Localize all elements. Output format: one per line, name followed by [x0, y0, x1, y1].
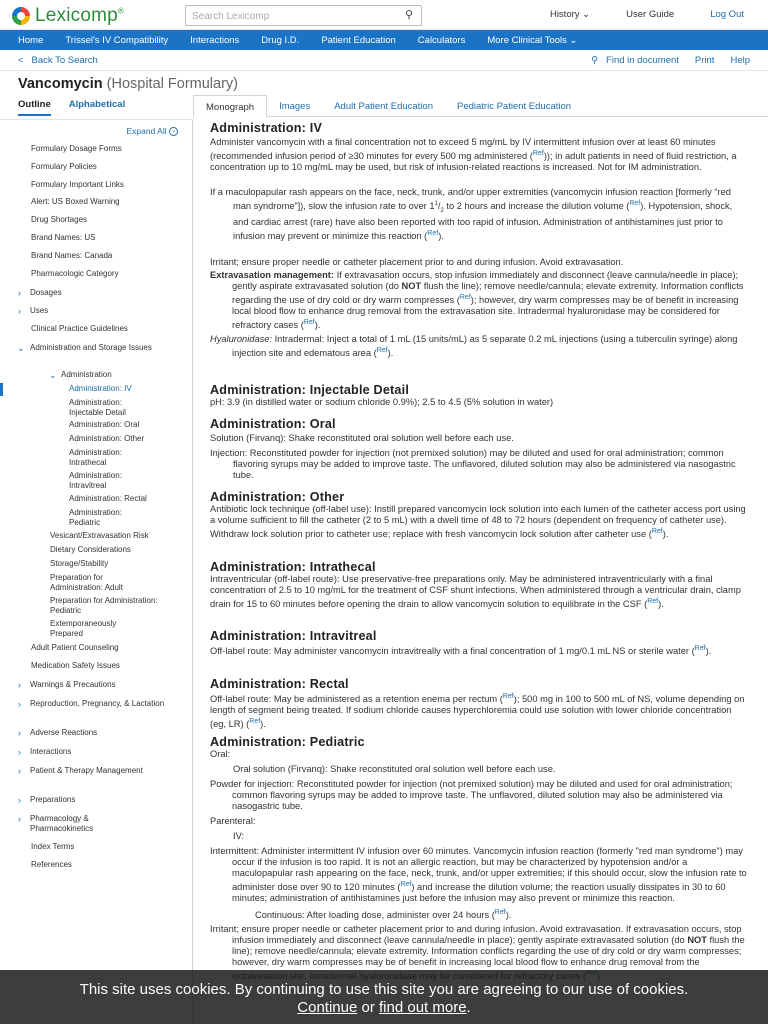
user-guide-link[interactable]: User Guide: [626, 9, 675, 20]
sidebar-item-interactions[interactable]: › Interactions: [18, 747, 72, 757]
nav-patient-education[interactable]: Patient Education: [321, 34, 396, 46]
chevron-left-icon: <: [18, 55, 24, 66]
chevron-right-icon: ›: [18, 306, 21, 316]
chevron-right-icon: ›: [18, 728, 21, 738]
chevron-right-icon: ›: [18, 814, 21, 824]
sidebar-item-pharmacology[interactable]: › Pharmacology & Pharmacokinetics: [18, 814, 94, 833]
section-administration-other: [210, 490, 750, 540]
sidebar-item-drug-shortages[interactable]: Drug Shortages: [31, 215, 88, 224]
chevron-down-icon: ⌄: [17, 343, 25, 353]
back-to-search-link[interactable]: < Back To Search: [18, 55, 98, 66]
expand-circle-icon: ⌄: [170, 128, 177, 135]
ref-link[interactable]: Ref: [459, 294, 471, 302]
tab-monograph[interactable]: Monograph: [193, 95, 267, 118]
ref-link[interactable]: Ref: [494, 909, 506, 917]
sidebar-item-administration-oral[interactable]: Administration: Oral: [69, 420, 140, 429]
sidebar-item-index-terms[interactable]: Index Terms: [31, 842, 75, 851]
paragraph: Injection: Reconstituted powder for injection (not premixed solution) may be diluted and used for oral administration; common flavoring syrups may be added to improve taste. The unflavored, diluted solution may also be administered via nasogastric tube.: [210, 448, 736, 480]
section-administration-iv: [210, 121, 750, 359]
paragraph: Continuous: After loading dose, administer over 24 hours ($^{Ref}$).: [255, 909, 512, 921]
tab-adult-patient-education[interactable]: Adult Patient Education: [334, 101, 433, 112]
history-menu[interactable]: History ⌄: [549, 9, 591, 20]
sidebar-item-formulary-policies[interactable]: Formulary Policies: [31, 162, 97, 171]
ref-link[interactable]: Ref: [629, 200, 641, 208]
chevron-down-icon: ⌄: [49, 370, 57, 380]
nav-more-clinical-tools[interactable]: More Clinical Tools ⌄: [487, 34, 578, 46]
section-heading: Administration: Intrathecal: [210, 560, 376, 574]
find-in-document-link[interactable]: ⚲ Find in document: [591, 55, 679, 66]
sidebar-item-administration-intravitreal[interactable]: Administration: Intravitreal: [69, 471, 122, 490]
paragraph: Oral:: [210, 749, 231, 759]
sidebar-item-administration-intrathecal[interactable]: Administration: Intrathecal: [69, 448, 122, 467]
chevron-right-icon: ›: [18, 288, 21, 298]
tab-alphabetical[interactable]: Alphabetical: [68, 99, 126, 110]
logo-text: Lexicomp®: [35, 5, 125, 26]
sidebar-item-reproduction-pregnancy[interactable]: › Reproduction, Pregnancy, & Lactation: [18, 699, 165, 709]
nav-home[interactable]: Home: [18, 34, 44, 46]
paragraph: Parenteral:: [210, 816, 256, 826]
sidebar-item-formulary-dosage-forms[interactable]: Formulary Dosage Forms: [31, 144, 122, 153]
page-title: [18, 76, 238, 92]
paragraph: Irritant; ensure proper needle or catheter placement prior to and during infusion. Avoid extravasation.: [210, 257, 624, 268]
paragraph: Intraventricular (off-label route): Use preservative-free preparations only. May be administered intraventricularly with a final concentration of 2.5 to 10 mg/mL for the treatment of CSF shunt infections. When administered through a ventricular drain, clamp drain for 15 to 60 minutes before opening the drain to allow vancomycin solution to equilibrate in the CSF ($^{Ref}$).: [210, 574, 741, 610]
sidebar-item-brand-names-us[interactable]: Brand Names: US: [31, 233, 96, 242]
expand-all-button[interactable]: Expand All ⌄: [126, 126, 177, 136]
nav-interactions[interactable]: Interactions: [190, 34, 240, 46]
cookie-find-out-more-link[interactable]: find out more: [379, 999, 467, 1016]
paragraph: If a maculopapular rash appears on the face, neck, trunk, and/or upper extremities (vancomycin infusion reaction [formerly “red man syndrome”]), slow the infusion rate to over $1^1/_2$ to 2 hours and increase the dilution volume ($^{Ref}$). Hypotension, shock, and cardiac arrest (rare) have also been reported with too rapid of infusion. Administration of antihistamines just prior to infusion may prevent or minimize this reaction ($^{Ref}$).: [210, 187, 733, 242]
ref-link[interactable]: Ref: [647, 598, 659, 605]
sidebar-item-clinical-practice-guidelines[interactable]: Clinical Practice Guidelines: [31, 324, 128, 333]
help-link[interactable]: Help: [730, 55, 750, 66]
section-heading: Administration: Other: [210, 490, 345, 504]
sidebar-item-references[interactable]: References: [31, 860, 72, 869]
ref-link[interactable]: Ref: [376, 347, 388, 355]
paragraph: Administer vancomycin with a final concentration not to exceed 5 mg/mL by IV intermittent infusion over at least 60 minutes (recommended infusion period of ≥30 minutes for every 500 mg administered ($^{Ref}$)); in adult patients in need of fluid restriction, a concentration up to 10 mg/mL may be used, but risk of infusion-related reactions is increased. Not for IM administration.: [210, 137, 737, 173]
paragraph: Irritant; ensure proper needle or catheter placement prior to and during infusion. Avoid extravasation. If extravasation occurs, stop infusion immediately and disconnect (leave cannula/needle in place); gently aspirate extravasated solution (do NOT flush the line); remove needle/cannula; elevate extremity. Information conflicts regarding the use of dry cold or dry warm compresses; however, dry warm compresses may be of benefit in increasing local blood flow to enhance drug removal from the: [210, 924, 750, 982]
ref-link[interactable]: Ref: [303, 319, 315, 327]
section-administration-rectal: [210, 677, 750, 730]
section-heading: Administration: Intravitreal: [210, 629, 377, 643]
sidebar-item-dosages[interactable]: › Dosages: [18, 288, 62, 298]
top-bar: [0, 0, 768, 30]
paragraph: Hyaluronidase: Intradermal: Inject a total of 1 mL (15 units/mL) as 5 separate 0.2 mL injections (using a tuberculin syringe) along injection site and edematous area ($^{Ref}$).: [210, 334, 738, 359]
ref-link[interactable]: Ref: [502, 693, 514, 700]
sidebar-item-preparation-adult[interactable]: Preparation for Administration: Adult: [50, 573, 123, 592]
section-injectable-detail: [210, 383, 750, 408]
tab-images[interactable]: Images: [279, 101, 311, 112]
cookie-banner: [0, 970, 768, 1024]
sidebar-item-administration-iv[interactable]: Administration: IV: [69, 384, 132, 393]
section-administration-intravitreal: [210, 629, 750, 657]
logout-link[interactable]: Log Out: [710, 9, 744, 20]
chevron-down-icon: ⌄: [569, 34, 578, 46]
ref-link[interactable]: Ref: [249, 718, 261, 726]
sidebar-item-administration-other[interactable]: Administration: Other: [69, 434, 145, 443]
search-icon: ⚲: [591, 55, 599, 66]
sidebar-item-administration-rectal[interactable]: Administration: Rectal: [69, 494, 147, 503]
chevron-right-icon: ›: [18, 766, 21, 776]
sidebar-item-boxed-warning[interactable]: Alert: US Boxed Warning: [31, 197, 120, 206]
paragraph: Antibiotic lock technique (off-label use): Instill prepared vancomycin lock solution into each lumen of the catheter access port using a volume sufficient to fill the catheter (2 to 5 mL) with a dwell time of 48 to 72 hours (dependent on frequency of catheter use). Withdraw lock solution prior to catheter use; replace with fresh vancomycin lock solution after catheter use ($^{Ref}$).: [210, 504, 746, 540]
paragraph: Off-label route: May be administered as a retention enema per rectum ($^{Ref}$); 500 mg in 100 to 500 mL of NS, volume depending on length of segment being treated. If sodium chloride causes hyperchloremia could use solution with lower chloride concentration (eg, LR) ($^{Ref}$).: [210, 693, 745, 730]
section-administration-oral: [210, 417, 750, 481]
paragraph: Solution (Firvanq): Shake reconstituted oral solution well before each use.: [210, 433, 514, 443]
outline-sidebar: [0, 119, 193, 1024]
sidebar-item-formulary-important-links[interactable]: Formulary Important Links: [31, 180, 124, 189]
sidebar-item-adverse-reactions[interactable]: › Adverse Reactions: [18, 728, 98, 738]
search-input[interactable]: [186, 7, 386, 26]
nav-drug-id[interactable]: Drug I.D.: [261, 34, 300, 46]
nav-calculators[interactable]: Calculators: [417, 34, 466, 46]
sidebar-item-dietary-considerations[interactable]: Dietary Considerations: [50, 545, 131, 554]
section-administration-pediatric: [210, 735, 750, 982]
sidebar-item-administration-injectable-detail[interactable]: Administration: Injectable Detail: [69, 398, 126, 417]
search-box: [185, 5, 422, 26]
paragraph: Extravasation management: If extravasation occurs, stop infusion immediately and disconnect (leave cannula/needle in place); gently aspirate extravasated solution (do NOT flush the line); remove needle/cannula; elevate extremity. Information conflicts regarding the use of dry cold or dry warm compresses ($^{Ref}$); however, dry warm compresses may be of benefit in increasing local blood flow to enhance drug removal from the extravasation site. Intradermal hyaluronidase may be considered for refractory cases ($^{Ref}$).: [210, 270, 744, 331]
lexicomp-logo[interactable]: [12, 5, 124, 27]
ref-link[interactable]: Ref: [694, 645, 706, 652]
section-heading: Administration: IV: [210, 121, 323, 135]
chevron-down-icon: ⌄: [582, 9, 591, 20]
doc-actions: [591, 55, 750, 66]
section-heading: Administration: Pediatric: [210, 735, 365, 749]
section-heading: Administration: Injectable Detail: [210, 383, 410, 397]
formulary-label: (Hospital Formulary): [106, 76, 238, 92]
sidebar-item-uses[interactable]: › Uses: [18, 306, 49, 316]
sidebar-item-storage-stability[interactable]: Storage/Stability: [50, 559, 109, 568]
section-administration-intrathecal: [210, 560, 750, 610]
sidebar-item-medication-safety[interactable]: Medication Safety Issues: [31, 661, 120, 670]
sidebar-item-extemporaneously-prepared[interactable]: Extemporaneously Prepared: [50, 619, 117, 638]
chevron-right-icon: ›: [18, 795, 21, 805]
paragraph: Off-label route: May administer vancomycin intravitreally with a final concentration of 1 mg/0.1 mL NS or sterile water ($^{Ref}$).: [210, 645, 712, 657]
sub-bar: [0, 50, 768, 71]
section-heading: Administration: Rectal: [210, 677, 349, 691]
cookie-actions: Continue or find out more.: [297, 999, 471, 1016]
paragraph: pH: 3.9 (in distilled water or sodium chloride 0.9%); 2.5 to 4.5 (5% solution in water): [210, 397, 554, 407]
print-link[interactable]: Print: [694, 55, 715, 66]
paragraph: Powder for injection: Reconstituted powder for injection (not premixed solution) may be diluted and used for oral administration; common flavoring syrups may be added to improve taste. The unflavored, diluted solution may also be administered via nasogastric tube.: [210, 779, 733, 811]
chevron-right-icon: ›: [18, 747, 21, 757]
ref-link[interactable]: Ref: [532, 150, 544, 157]
sidebar-item-vesicant-risk[interactable]: Vesicant/Extravasation Risk: [50, 531, 149, 540]
ref-link[interactable]: Ref: [400, 881, 412, 888]
sidebar-item-patient-therapy-management[interactable]: › Patient & Therapy Management: [18, 766, 143, 776]
sidebar-item-administration[interactable]: ⌄ Administration: [49, 370, 112, 380]
ref-link[interactable]: Ref: [427, 230, 439, 238]
sidebar-item-preparations[interactable]: › Preparations: [18, 795, 76, 805]
paragraph: Oral solution (Firvanq): Shake reconstituted oral solution well before each use.: [233, 764, 556, 774]
sidebar-item-administration-pediatric[interactable]: Administration: Pediatric: [69, 508, 122, 527]
drug-name: Vancomycin: [18, 76, 103, 92]
search-icon[interactable]: ⚲: [404, 9, 413, 21]
main-nav: [0, 30, 768, 50]
cookie-continue-link[interactable]: Continue: [297, 999, 358, 1016]
sidebar-item-brand-names-canada[interactable]: Brand Names: Canada: [31, 251, 113, 260]
nav-trissels[interactable]: Trissel's IV Compatibility: [65, 34, 169, 46]
monograph-tabs: [193, 95, 768, 117]
cookie-text: This site uses cookies. By continuing to use this site you are agreeing to our use of cookies.: [79, 981, 689, 998]
sidebar-item-administration-storage[interactable]: ⌄ Administration and Storage Issues: [17, 343, 152, 353]
chevron-right-icon: ›: [18, 699, 21, 709]
top-links: [550, 9, 744, 20]
sidebar-item-preparation-pediatric[interactable]: Preparation for Administration: Pediatric: [50, 596, 158, 615]
sidebar-item-adult-patient-counseling[interactable]: Adult Patient Counseling: [31, 643, 119, 652]
outline-tabs: [18, 99, 125, 116]
chevron-right-icon: ›: [18, 680, 21, 690]
lexicomp-logo-icon: [12, 7, 30, 25]
ref-link[interactable]: Ref: [651, 528, 663, 535]
tab-pediatric-patient-education[interactable]: Pediatric Patient Education: [456, 101, 572, 112]
sidebar-item-pharmacologic-category[interactable]: Pharmacologic Category: [31, 269, 119, 278]
section-heading: Administration: Oral: [210, 417, 336, 431]
paragraph: Intermittent: Administer intermittent IV infusion over 60 minutes. Vancomycin infusion reaction (formerly "red man syndrome") may occur if the infusion is too rapid. It is not an allergic reaction, but may be characterized by hypotension and/or a maculopapular rash appearing on the face, neck, trunk, and/or upper extremities; if this should occur, slow the infusion rate to administer dose over 90 to 120 minutes ($^{Ref}$) and increase the dilution volume; the reaction usually dissipates in 30 to 60 minutes; administration of antihistamines just before the infusion may also prevent or minimize this reaction.: [210, 846, 747, 904]
paragraph: IV:: [233, 831, 245, 841]
tab-outline[interactable]: Outline: [18, 99, 51, 116]
sidebar-item-warnings-precautions[interactable]: › Warnings & Precautions: [18, 680, 116, 690]
